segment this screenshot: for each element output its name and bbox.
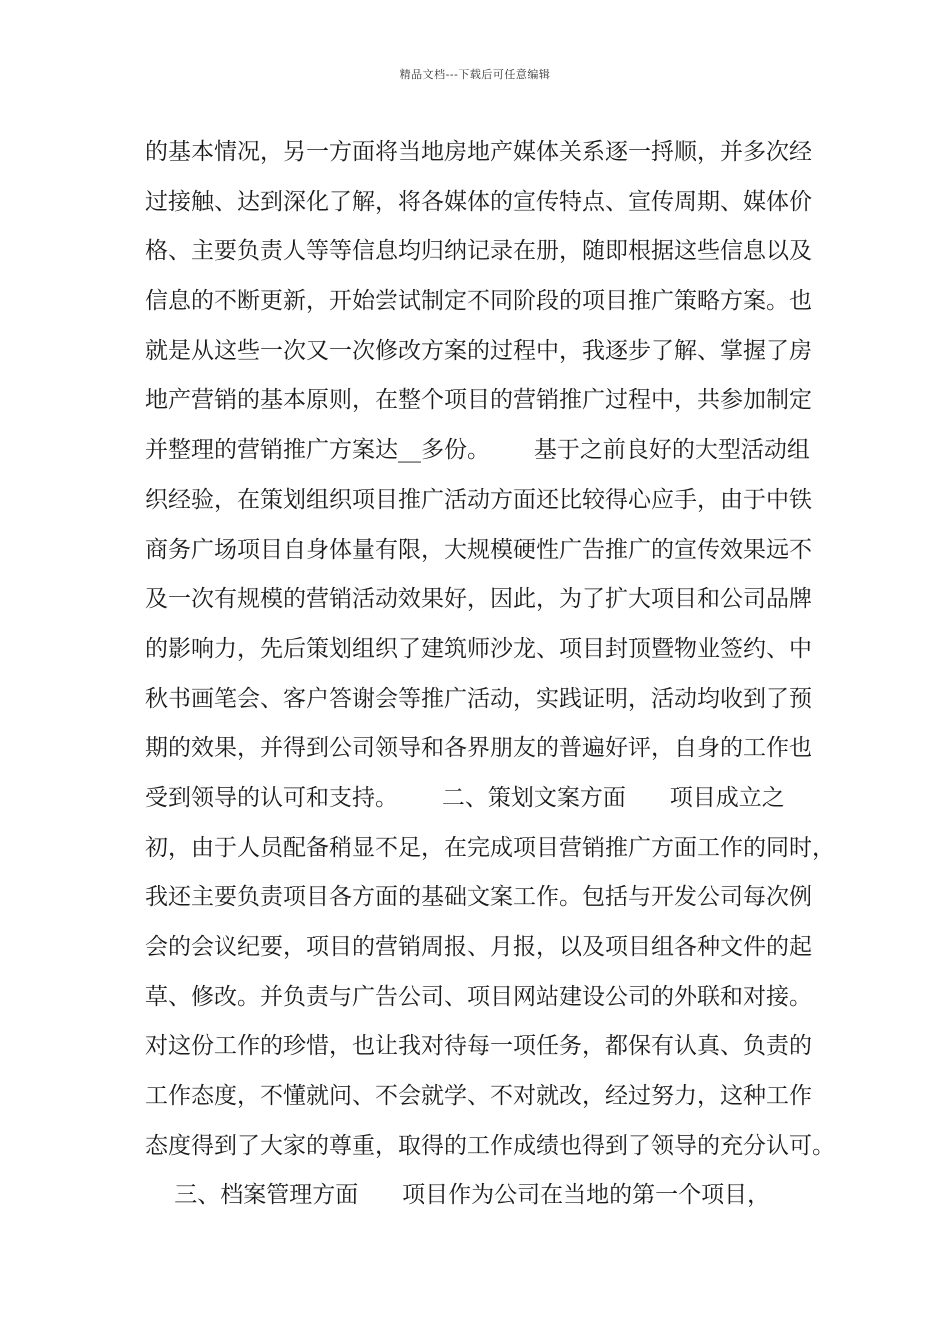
paragraph-line: 织经验，在策划组织项目推广活动方面还比较得心应手，由于中铁 — [145, 486, 812, 513]
paragraph-line: 对这份工作的珍惜，也让我对待每一项任务，都保有认真、负责的 — [145, 1033, 812, 1060]
paragraph-line: 就是从这些一次又一次修改方案的过程中，我逐步了解、掌握了房 — [145, 337, 812, 364]
paragraph-line: 期的效果，并得到公司领导和各界朋友的普遍好评，自身的工作也 — [145, 735, 812, 762]
paragraph-line: 地产营销的基本原则，在整个项目的营销推广过程中，共参加制定 — [145, 387, 812, 414]
paragraph-line: 商务广场项目自身体量有限，大规模硬性广告推广的宣传效果远不 — [145, 536, 812, 563]
paragraph-line: 并整理的营销推广方案达__多份。 基于之前良好的大型活动组 — [145, 437, 810, 464]
paragraph-line: 会的会议纪要，项目的营销周报、月报，以及项目组各种文件的起 — [145, 934, 812, 960]
page-header: 精品文档---下载后可任意编辑 — [399, 68, 551, 81]
paragraph-line: 态度得到了大家的尊重，取得的工作成绩也得到了领导的充分认可。 — [145, 1132, 835, 1159]
paragraph-line: 三、档案管理方面 项目作为公司在当地的第一个项目， — [145, 1182, 771, 1209]
paragraph-line: 的影响力，先后策划组织了建筑师沙龙、项目封顶暨物业签约、中 — [145, 635, 812, 662]
paragraph-line: 信息的不断更新，开始尝试制定不同阶段的项目推广策略方案。也 — [145, 288, 812, 315]
paragraph-line: 格、主要负责人等等信息均归纳记录在册，随即根据这些信息以及 — [145, 238, 812, 265]
paragraph-line: 的基本情况，另一方面将当地房地产媒体关系逐一捋顺，并多次经 — [145, 139, 812, 165]
paragraph-line: 秋书画笔会、客户答谢会等推广活动，实践证明，活动均收到了预 — [145, 685, 812, 712]
paragraph-line: 初，由于人员配备稍显不足，在完成项目营销推广方面工作的同时， — [145, 834, 835, 861]
paragraph-line: 受到领导的认可和支持。 二、策划文案方面 项目成立之 — [145, 784, 785, 811]
paragraph-line: 过接触、达到深化了解，将各媒体的宣传特点、宣传周期、媒体价 — [145, 188, 812, 215]
paragraph-line: 及一次有规模的营销活动效果好，因此，为了扩大项目和公司品牌 — [145, 586, 812, 613]
document-body — [145, 128, 835, 1221]
paragraph-line: 我还主要负责项目各方面的基础文案工作。包括与开发公司每次例 — [145, 884, 812, 911]
paragraph-line: 草、修改。并负责与广告公司、项目网站建设公司的外联和对接。 — [145, 983, 812, 1010]
paragraph-line: 工作态度，不懂就问、不会就学、不对就改，经过努力，这种工作 — [145, 1083, 812, 1110]
